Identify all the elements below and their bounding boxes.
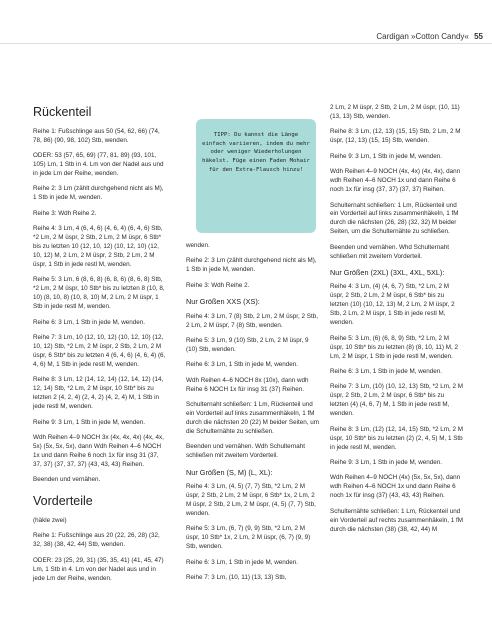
instruction-paragraph: ODER: 53 (57, 65, 69) (77, 81, 89) (93, 101, 105) Lm, 1 Stb in 4. Lm von der Nadel aus und in jede Lm der Reihe, wenden.: [33, 152, 164, 177]
column-3: [330, 104, 464, 541]
instruction-paragraph: Reihe 4: 3 Lm, (4, 5) (7, 7) Stb, *2 Lm, 2 M üspr, 2 Stb, 2 Lm, 2 M üspr, 6 Stb* 1x, 2 Lm, 2 M üspr, 2 Stb, 2 Lm, 2 M üspr, (4, 5) (7, 7) Stb, wenden.: [186, 483, 316, 517]
instruction-paragraph: Reihe 3: Wdh Reihe 2.: [186, 281, 250, 289]
column-1: [33, 104, 167, 590]
instruction-paragraph: Reihe 5: 3 Lm, 9 (10) Stb, 2 Lm, 2 M üspr, 9 (10) Stb, wenden.: [186, 336, 309, 353]
column-2: [186, 242, 320, 590]
tip-text: TIPP: Du kannst die Länge einfach variieren, indem du mehr oder weniger Wiederholungen häkelst. Füge einen Faden Mohair für den Extra-Flausch hinzu!: [202, 132, 310, 173]
instruction-paragraph: Reihe 4: 3 Lm, 4 (6, 4, 6) (4, 6, 4) (6, 4, 6) Stb, *2 Lm, 2 M üspr, 2 Stb, 2 Lm, 2 M üspr, 6 Stb* bis zu letzten 10 (12, 10, 12) (10, 12, 10) (12, 10, 12) M, 2 Lm, 2 M üspr, 2 Stb, 2 Lm, 2 M üspr, 1 Stb in jede restl M, wenden.: [33, 225, 163, 268]
instruction-paragraph: 2 Lm, 2 M üspr, 2 Stb, 2 Lm, 2 M üspr, (10, 11) (13, 13) Stb, wenden.: [330, 104, 460, 120]
subheading-xxs-xs: Nur Größen XXS (XS):: [186, 297, 260, 307]
instruction-paragraph: Wdh Reihen 4–9 NOCH (4x, 4x) (4x, 4x), dann wdh Reihen 4–6 NOCH 1x und dann Reihe 6 noch 1x für insg (37, 37) (37, 37) Reihen.: [330, 168, 461, 194]
instruction-paragraph: Reihe 7: 3 Lm, (10, 11) (13, 13) Stb,: [186, 574, 287, 582]
page-number: 55: [474, 32, 483, 41]
section-heading-rueckenteil: Rückenteil: [33, 105, 92, 119]
instruction-paragraph: Reihe 7: 3 Lm, 10 (12, 10, 12) (10, 12, 10) (12, 10, 12) Stb, *2 Lm, 2 M üspr, 2 Stb, 2 Lm, 2 M üspr, 6 Stb* bis zu letzten 4 (6, 4, 6) (4, 6, 4) (6, 4, 6) M, 1 Stb in jede restl M, wenden.: [33, 334, 166, 368]
header-title: Cardigan »Cotton Candy«: [376, 32, 469, 41]
instruction-paragraph: Reihe 4: 3 Lm, 7 (8) Stb, 2 Lm, 2 M üspr, 2 Stb, 2 Lm, 2 M üspr, 7 (8) Stb, wenden.: [186, 312, 318, 329]
instruction-paragraph: Reihe 9: 3 Lm, 1 Stb in jede M, wenden.: [330, 152, 443, 160]
instruction-paragraph: Schulternaht schließen: 1 Lm, Rückenteil und ein Vorderteil auf links zusammenhäkeln, 1 fM durch die nächsten 20 (22) M beider Seiten, um die Schulternähte zu schließen.: [186, 401, 320, 435]
instruction-paragraph: Wdh Reihen 4–6 NOCH 8x (10x), dann wdh Reihe 6 NOCH 1x für insg 31 (37) Reihen.: [186, 376, 309, 393]
instruction-paragraph: Reihe 5: 3 Lm, (6) (6, 8, 9) Stb, *2 Lm, 2 M üspr, 10 Stb* bis zu letzten (8) (8, 10, 11) M, 2 Lm, 2 M üspr, 1 Stb in jede restl M, wenden.: [330, 334, 458, 360]
instruction-paragraph: Reihe 6: 3 Lm, 1 Stb in jede M, wenden.: [186, 361, 299, 369]
instruction-paragraph: Reihe 5: 3 Lm, (6, 7) (9, 9) Stb, *2 Lm, 2 M üspr, 10 Stb* 1x, 2 Lm, 2 M üspr, (6, 7) (9, 9) Stb, wenden.: [186, 525, 311, 551]
instruction-paragraph: Reihe 9: 3 Lm, 1 Stb in jede M, wenden.: [33, 418, 146, 426]
section-heading-vorderteile: Vorderteile: [33, 494, 93, 509]
instruction-paragraph: Reihe 8: 3 Lm, (12, 13) (15, 15) Stb, 2 Lm, 2 M üspr, (12, 13) (15, 15) Stb, wenden.: [330, 128, 461, 145]
instruction-paragraph: Schulternähte schließen: 1 Lm, Rückenteil und ein Vorderteil auf rechts zusammenhäkeln, 1 fM durch die nächsten (38) (38, 42, 44) M: [330, 507, 464, 533]
instruction-paragraph: ODER: 23 (25, 29, 31) (35, 35, 41) (41, 45, 47) Lm, 1 Stb in 4. Lm von der Nadel aus und in jede Lm der Reihe, wenden.: [33, 556, 164, 582]
instruction-paragraph: Beenden und vernähen. Wdh Schulternaht schließen mit zweitem Vorderteil.: [186, 443, 306, 460]
instruction-paragraph: Beenden und vernähen. Whd Schulternaht schließen mit zweitem Vorderteil.: [330, 243, 450, 260]
instruction-paragraph: Reihe 8: 3 Lm, (12) (12, 14, 15) Stb, *2 Lm, 2 M üspr, 10 Stb* bis zu letzten (2) (2, 4, 5) M, 1 Stb in jede restl M, wenden.: [330, 425, 463, 451]
subheading-2xl-5xl: Nur Größen (2XL) (3XL, 4XL, 5XL):: [330, 268, 445, 278]
instruction-paragraph: Beenden und vernähen.: [33, 476, 101, 484]
instruction-paragraph: Wdh Reihen 4–9 NOCH (4x) (5x, 5x, 5x), dann wdh Reihen 4–6 NOCH 1x und dann Reihe 6 noch 1x für insg (37) (43, 43, 43) Reihen.: [330, 474, 461, 500]
page-header: [376, 32, 483, 41]
instruction-paragraph: Reihe 1: Fußschlinge aus 50 (54, 62, 66) (74, 78, 86) (90, 98, 102) Stb, wenden.: [33, 127, 160, 144]
instruction-paragraph: Reihe 4: 3 Lm, (4) (4, 6, 7) Stb, *2 Lm, 2 M üspr, 2 Stb, 2 Lm, 2 M üspr, 6 Stb* bis zu letzten (10) (10, 12, 13) M, 2 Lm, 2 M üspr, 2 Stb, 2 Lm, 2 M üspr, 1 Stb in jede restl M, wenden.: [330, 283, 455, 327]
instruction-paragraph: wenden.: [186, 242, 210, 249]
instruction-paragraph: Reihe 8: 3 Lm, 12 (14, 12, 14) (12, 14, 12) (14, 12, 14) Stb, *2 Lm, 2 M üspr, 10 Stb* bis zu letzten 2 (4, 2, 4) (2, 4, 2) (4, 2, 4) M, 1 Stb in jede restl M, wenden.: [33, 376, 164, 411]
instruction-paragraph: Schulternaht schließen: 1 Lm, Rückenteil und ein Vorderteil auf links zusammenhäkeln, 1 fM durch die nächsten (26, 28) (32, 32) M beider Seiten, um die Schulternähte zu schließen.: [330, 201, 459, 236]
instruction-paragraph: Reihe 2: 3 Lm (zählt durchgehend nicht als M), 1 Stb in jede M, wenden.: [186, 257, 317, 274]
instruction-paragraph: Reihe 6: 3 Lm, 1 Stb in jede M, wenden.: [330, 367, 443, 375]
instruction-paragraph: Wdh Reihen 4–9 NOCH 3x (4x, 4x, 4x) (4x, 4x, 5x) (5x, 5x, 5x), dann Wdh Reihen 4–6 NOCH 1x und dann Reihe 6 noch 1x für insg 31 (37, 37, 37) (37, 37, 37) (43, 43, 43) Reihen.: [33, 434, 164, 468]
instruction-paragraph: Reihe 1: Fußschlinge aus 20 (22, 26, 28) (32, 32, 38) (38, 42, 44) Stb, wenden.: [33, 532, 160, 549]
tip-box: [196, 119, 316, 233]
instruction-paragraph: Reihe 6: 3 Lm, 1 Stb in jede M, wenden.: [33, 318, 146, 326]
subheading-s-m-l-xl: Nur Größen (S, M) (L, XL):: [186, 467, 273, 477]
header-rule: [0, 43, 492, 44]
instruction-paragraph: Reihe 6: 3 Lm, 1 Stb in jede M, wenden.: [186, 558, 299, 566]
section-subheading: (häkle zwei): [33, 517, 67, 524]
instruction-paragraph: Reihe 9: 3 Lm, 1 Stb in jede M, wenden.: [330, 458, 443, 466]
instruction-paragraph: Reihe 7: 3 Lm, (10) (10, 12, 13) Stb, *2 Lm, 2 M üspr, 2 Stb, 2 Lm, 2 M üspr, 6 Stb* bis zu letzten (4) (4, 6, 7) M, 1 Stb in jede restl M, wenden.: [330, 383, 463, 418]
instruction-paragraph: Reihe 3: Wdh Reihe 2.: [33, 209, 97, 217]
instruction-paragraph: Reihe 2: 3 Lm (zählt durchgehend nicht als M), 1 Stb in jede M, wenden.: [33, 185, 164, 202]
instruction-paragraph: Reihe 5: 3 Lm, 6 (8, 6, 8) (6, 8, 6) (8, 6, 8) Stb, *2 Lm, 2 M üspr, 10 Stb* bis zu letzten 8 (10, 8, 10) (8, 10, 8) (10, 8, 10) M, 2 Lm, 2 M üspr, 1 Stb in jede restl M, wenden.: [33, 276, 165, 311]
